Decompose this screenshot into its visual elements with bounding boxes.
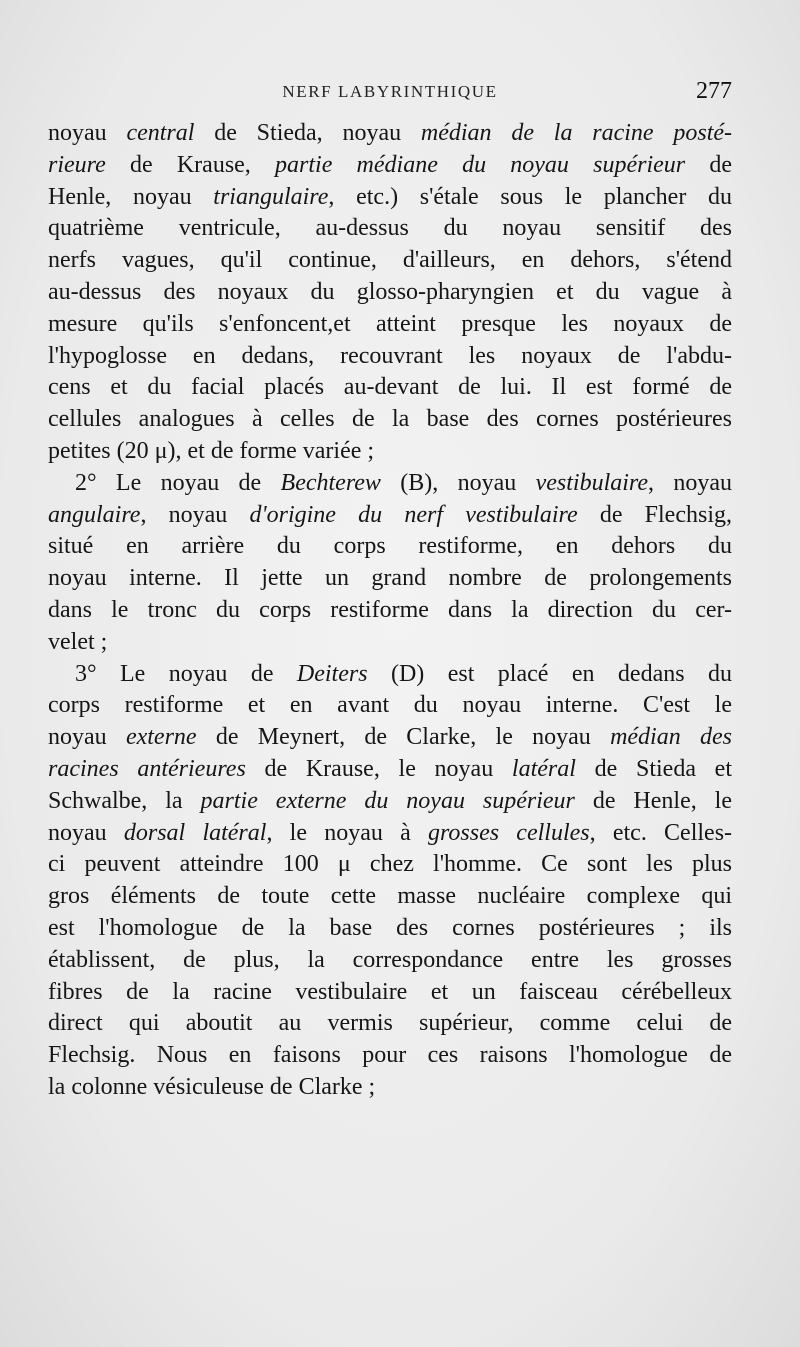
italic-text: externe <box>125 724 197 751</box>
italic-text: vestibulaire <box>535 469 649 496</box>
text-segment: de Flechsig, <box>577 501 732 528</box>
italic-text: rieure <box>48 151 106 178</box>
text-line <box>48 182 732 214</box>
italic-text: angulaire <box>48 501 141 528</box>
italic-text: central <box>126 120 195 146</box>
text-segment: velet ; <box>48 628 108 655</box>
text-segment: cellules analogues à celles de la base des cornes postérieures <box>48 406 732 433</box>
text-segment: 2° Le noyau de <box>75 469 281 496</box>
text-segment: de Krause, <box>105 151 276 178</box>
italic-text: partie médiane du noyau supérieur <box>275 151 686 178</box>
italic-text: Bechterew <box>280 469 381 496</box>
text-line <box>48 1072 732 1104</box>
text-segment: , noyau <box>140 501 250 528</box>
text-line <box>48 277 732 309</box>
text-segment: (B), noyau <box>380 469 536 496</box>
text-segment: quatrième ventricule, au-dessus du noyau sensitif des <box>48 215 732 242</box>
text-segment: situé en arrière du corps restiforme, en dehors du <box>48 533 732 560</box>
text-segment: noyau interne. Il jette un grand nombre de prolongements <box>48 565 732 592</box>
text-segment: de Stieda et <box>575 755 733 782</box>
text-line <box>48 372 732 404</box>
body-text <box>48 118 732 1104</box>
text-segment: (D) est placé en dedans du <box>367 660 732 687</box>
text-segment: noyau <box>48 120 127 146</box>
text-segment: au-dessus des noyaux du glosso-pharyngien et du vague à <box>48 278 732 305</box>
text-segment: , etc.) s'étale sous le plancher du <box>328 183 732 210</box>
text-segment: de Stieda, noyau <box>194 120 421 146</box>
italic-text: partie externe du noyau supérieur <box>200 787 575 814</box>
text-line <box>48 1040 732 1072</box>
text-line <box>48 595 732 627</box>
text-segment: Flechsig. Nous en faisons pour ces raisons l'homologue de <box>48 1042 732 1069</box>
text-segment: noyau <box>48 724 126 751</box>
text-segment: nerfs vagues, qu'il continue, d'ailleurs, en dehors, s'étend <box>48 247 732 274</box>
text-segment: noyau <box>48 819 124 846</box>
text-line <box>48 659 732 691</box>
italic-text: triangulaire <box>213 183 329 210</box>
text-segment: est l'homologue de la base des cornes postérieures ; ils <box>48 914 732 941</box>
italic-text: d'origine du nerf vestibulaire <box>249 501 578 528</box>
text-segment: de Krause, le noyau <box>245 755 512 782</box>
text-line <box>48 627 732 659</box>
page-number: 277 <box>696 78 732 104</box>
text-segment: dans le tronc du corps restiforme dans la direction du cer- <box>48 596 732 623</box>
text-segment: de Meynert, de Clarke, le noyau <box>196 724 611 751</box>
text-segment: Henle, noyau <box>48 183 214 210</box>
text-line <box>48 849 732 881</box>
text-segment: de <box>685 151 733 178</box>
text-line <box>48 150 732 182</box>
text-segment: cens et du facial placés au-devant de lui. Il est formé de <box>48 374 732 401</box>
italic-text: racines antérieures <box>48 755 246 782</box>
text-line <box>48 341 732 373</box>
text-segment: petites (20 μ), et de forme variée ; <box>48 437 375 464</box>
text-segment: direct qui aboutit au vermis supérieur, comme celui de <box>48 1010 732 1037</box>
text-line <box>48 309 732 341</box>
running-head: NERF LABYRINTHIQUE <box>282 82 498 101</box>
text-segment: mesure qu'ils s'enfoncent,et atteint presque les noyaux de <box>48 310 732 337</box>
text-line <box>48 1008 732 1040</box>
text-line <box>48 690 732 722</box>
text-segment: , le noyau à <box>266 819 428 846</box>
text-line <box>48 213 732 245</box>
text-segment: 3° Le noyau de <box>75 660 297 687</box>
page-header <box>48 78 732 112</box>
text-segment: gros éléments de toute cette masse nucléaire complexe qui <box>48 883 732 910</box>
text-line <box>48 500 732 532</box>
text-line <box>48 245 732 277</box>
text-segment: Schwalbe, la <box>48 787 201 814</box>
text-line <box>48 786 732 818</box>
text-segment: l'hypoglosse en dedans, recouvrant les noyaux de l'abdu- <box>48 342 732 369</box>
italic-text: médian des <box>610 724 732 751</box>
text-line <box>48 468 732 500</box>
text-line <box>48 722 732 754</box>
text-line <box>48 913 732 945</box>
text-line <box>48 818 732 850</box>
text-segment: , etc. Celles- <box>589 819 733 846</box>
text-line <box>48 404 732 436</box>
text-segment: fibres de la racine vestibulaire et un faisceau cérébelleux <box>48 978 732 1005</box>
text-line <box>48 945 732 977</box>
text-line <box>48 531 732 563</box>
text-segment: la colonne vésiculeuse de Clarke ; <box>48 1073 376 1100</box>
text-line <box>48 977 732 1009</box>
text-line <box>48 118 732 150</box>
italic-text: grosses cellules <box>427 819 590 846</box>
text-line <box>48 436 732 468</box>
text-segment: de Henle, le <box>574 787 733 814</box>
text-segment: , noyau <box>648 469 732 496</box>
text-line <box>48 563 732 595</box>
italic-text: médian de la racine posté- <box>420 120 733 146</box>
text-segment: établissent, de plus, la correspondance entre les grosses <box>48 946 732 973</box>
text-line <box>48 881 732 913</box>
text-line <box>48 754 732 786</box>
italic-text: latéral <box>511 755 576 782</box>
italic-text: dorsal latéral <box>123 819 267 846</box>
italic-text: Deiters <box>296 660 368 687</box>
text-segment: ci peuvent atteindre 100 μ chez l'homme. Ce sont les plus <box>48 851 732 878</box>
text-segment: corps restiforme et en avant du noyau interne. C'est le <box>48 692 732 719</box>
